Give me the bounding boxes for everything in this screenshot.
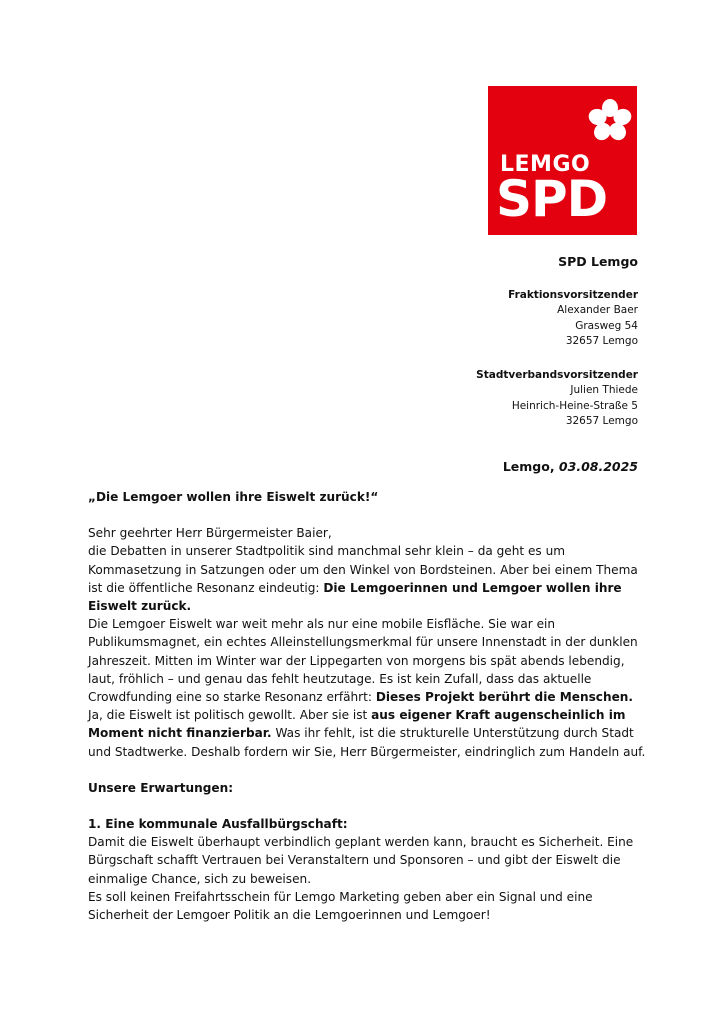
item-1-text-2: Es soll keinen Freifahrtsschein für Lemgo Marketing geben aber ein Signal und eine Sicherheit der Lemgoer Politik an die Lemgoerinnen und Lemgoer! — [88, 889, 593, 923]
contact-name: Alexander Baer — [557, 304, 638, 316]
contact-street: Heinrich-Heine-Straße 5 — [511, 399, 638, 412]
date-place: Lemgo, — [502, 459, 559, 474]
paragraph-emphasis: Dieses Projekt berührt die Menschen. — [375, 690, 633, 705]
letter-subject: „Die Lemgoer wollen ihre Eiswelt zurück!“ — [88, 490, 379, 504]
sender-contact — [476, 288, 638, 350]
sender-contact — [476, 368, 638, 430]
logo-text-lemgo: LEMGO — [500, 152, 591, 177]
paragraph-2 — [88, 615, 648, 706]
sender-address-block — [476, 254, 638, 448]
paragraph-text: Was ihr fehlt, ist die strukturelle Unterstützung durch Stadt und Stadtwerke. Deshalb fordern wir Sie, Herr Bürgermeister, eindringlich zum Handeln auf. — [88, 726, 646, 759]
date-value: 03.08.2025 — [558, 459, 638, 474]
contact-city: 32657 Lemgo — [565, 415, 638, 427]
contact-city: 32657 Lemgo — [565, 335, 638, 347]
expectations-heading — [88, 779, 648, 797]
date-line — [503, 459, 638, 474]
paragraph-text: Die Lemgoer Eiswelt war weit mehr als nur eine mobile Eisfläche. Sie war ein Publikumsmagnet, ein echtes Alleinstellungsmerkmal für unsere Innenstadt in der dunklen Jahreszeit. Mitten im Winter war der Lippegarten von morgens bis spät abends lebendig, laut, fröhlich – und genau das fehlt heutzutage. Es ist kein Zufall, dass das aktuelle Crowdfunding eine so starke Resonanz erfährt: — [88, 617, 638, 705]
spd-lemgo-logo — [488, 86, 637, 235]
paragraph-text: Ja, die Eiswelt ist politisch gewollt. Aber sie ist — [88, 708, 372, 723]
contact-street: Grasweg 54 — [575, 319, 638, 332]
salutation: Sehr geehrter Herr Bürgermeister Baier, — [88, 526, 332, 541]
contact-role: Stadtverbandsvorsitzender — [476, 368, 638, 381]
heading-text: 1. Eine kommunale Ausfallbürgschaft: — [88, 817, 348, 832]
paragraph-emphasis: aus eigener Kraft augenscheinlich im Moment nicht finanzierbar. — [88, 708, 626, 741]
item-1-heading — [88, 815, 648, 833]
logo-text-spd: SPD — [496, 170, 608, 228]
sender-organization: SPD Lemgo — [558, 254, 638, 269]
paragraph-text: die Debatten in unserer Stadtpolitik sind manchmal sehr klein – da geht es um Kommasetzung in Satzungen oder um den Winkel von Bordsteinen. Aber bei einem Thema ist die öffentliche Resonanz eindeutig: — [88, 544, 638, 595]
heading-text: Unsere Erwartungen: — [88, 780, 234, 795]
contact-name: Julien Thiede — [570, 384, 638, 396]
paragraph-emphasis: Die Lemgoerinnen und Lemgoer wollen ihre Eiswelt zurück. — [88, 580, 622, 614]
paragraph-1 — [88, 542, 648, 615]
item-1-text: Damit die Eiswelt überhaupt verbindlich geplant werden kann, braucht es Sicherheit. Eine Bürgschaft schafft Vertrauen bei Veranstaltern und Sponsoren – und gibt der Eiswelt die einmalige Chance, sich zu beweisen. — [88, 835, 634, 886]
rose-flower-icon — [587, 98, 633, 144]
paragraph-3 — [88, 706, 648, 761]
contact-role: Fraktionsvorsitzender — [508, 288, 638, 301]
letter-body — [88, 488, 648, 924]
